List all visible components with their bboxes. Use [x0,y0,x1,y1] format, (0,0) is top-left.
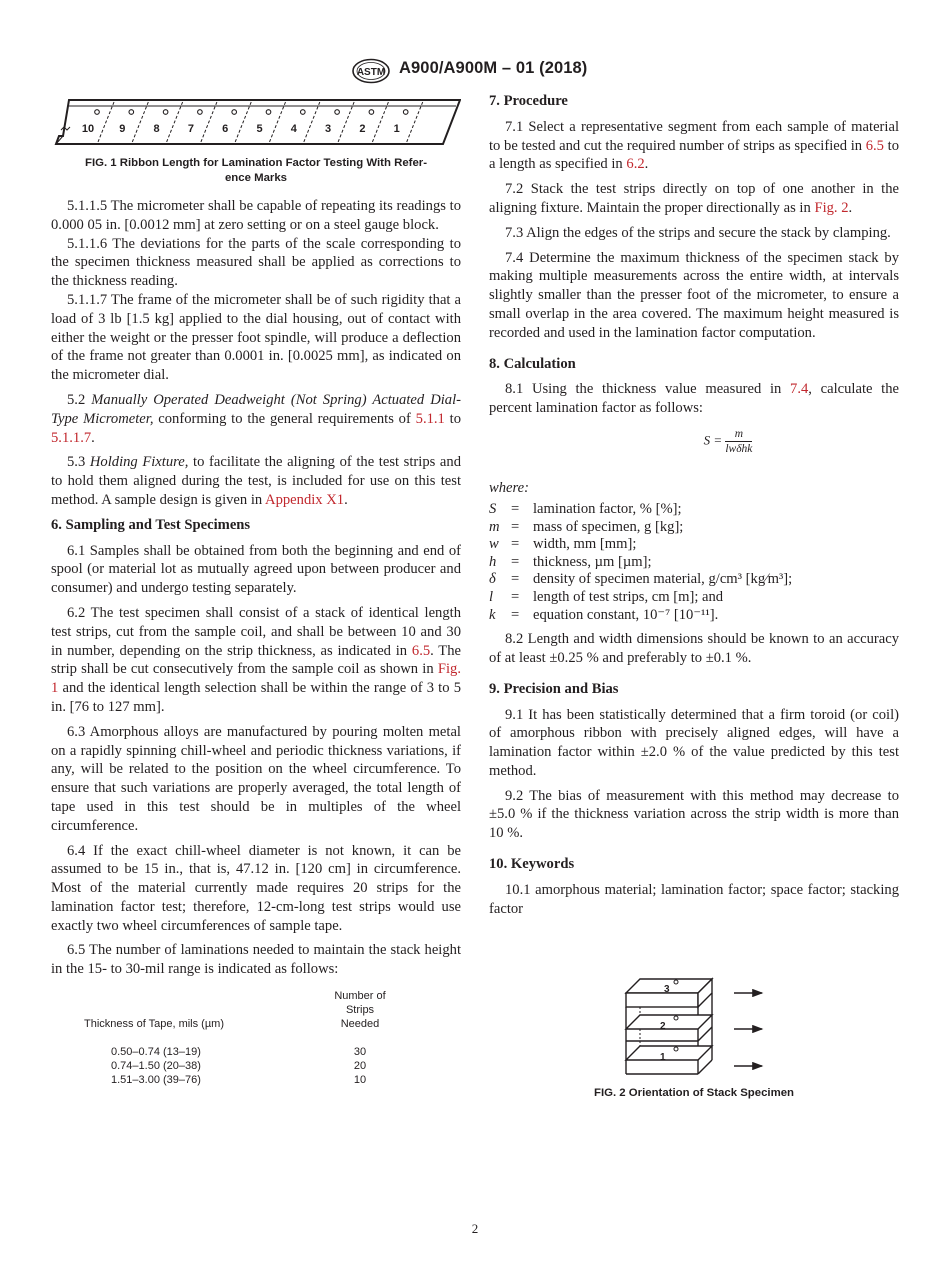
para-7-1-text-a: 7.1 Select a representative segment from each sample of material to be tested and cut the required number of strips as specified in [489,118,899,154]
fig1-caption [63,156,449,185]
definition-symbol: l [489,588,494,605]
para-6-2-text-c: and the identical length selection shall be within the range of 3 to 5 in. [76 to 127 mm]. [51,680,461,715]
definition-row: m = mass of specimen, g [kg]; [489,518,684,535]
where-label: where: [489,479,529,496]
fig1-mark-number: 7 [187,123,194,135]
formula-denominator: lwδhk [725,442,753,455]
para-8-1-text-b: , calculate the percent lamination factor as follows: [489,381,900,417]
para-9-2: 9.2 The bias of measurement with this method may decrease to ±5.0 % if the thickness variation across the strip width is more than 10 %. [489,787,899,842]
definition-row: δ = density of specimen material, g/cm³ [kg⁄m³]; [489,571,793,588]
para-5-2-text: conforming to the general requirements of [158,410,411,427]
para-6-2-text-b: . The strip shall be cut consecutively from the sample coil as shown in [51,642,461,678]
fig1-mark-number: 9 [119,123,126,135]
fig1-mark-number: 10 [81,123,95,135]
definition-symbol: k [489,606,496,623]
definition-text: length of test strips, cm [m]; and [533,588,724,605]
definition-row: S = lamination factor, % [%]; [489,500,682,517]
link-5-1-1-7[interactable]: 5.1.1.7 [51,429,92,446]
para-5-3-text: to facilitate the aligning of the test strips and to hold them aligned during the test, is included for use on this test method. A sample design is given in [51,454,462,508]
para-6-5: 6.5 The number of laminations needed to maintain the stack height in the 15- to 30-mil range is indicated as follows: [51,942,461,978]
formula-fraction [725,428,752,455]
link-6-5[interactable]: 6.5 [411,642,431,659]
definition-symbol: δ [489,571,496,588]
para-5-1-1-6: 5.1.1.6 The deviations for the parts of the scale corresponding to the specimen thickness measured shall be applied as corrections to the thickness reading. [51,235,461,290]
para-7-2 [489,180,899,218]
section-8-heading: 8. Calculation [489,355,576,372]
para-6-2-text-a: 6.2 The test specimen shall consist of a stack of identical length test strips, cut from the sample coil, and shall be between 10 and 30 in number, depending on the strip thickness, as indicated in [51,604,461,659]
fig2-stack-diagram [600,971,770,1079]
definition-text: lamination factor, % [%]; [533,500,682,517]
para-7-1 [489,118,899,174]
para-5-2-end: . [91,429,95,446]
para-6-3: 6.3 Amorphous alloys are manufactured by pouring molten metal on a rapidly spinning chill-wheel and periodic thickness variations, if any, will be related to the position on the wheel circumference. To ensure that such variations are properly averaged, the total length of tape used in this test should be in multiples of the wheel circumference. [51,723,461,834]
definition-symbol: S [489,500,497,517]
para-5-1-1-7: 5.1.1.7 The frame of the micrometer shall be of such rigidity that a load of 3 lb [1.5 kg] applied to the dial housing, out of contact with either the weight or the presser foot spindle, will produce a deflection of the frame not greater than 0.0001 in. [0.0025 mm], as indicated on the micrometer dial. [51,291,461,384]
link-5-1-1[interactable]: 5.1.1 [415,410,445,427]
para-5-2-number: 5.2 [67,391,86,408]
right-column [489,92,899,924]
fig1-mark-number: 2 [359,123,366,135]
section-10-heading: 10. Keywords [489,856,575,873]
para-8-1-text-a: 8.1 Using the thickness value measured in [505,381,782,398]
fig1-caption-line1: FIG. 1 Ribbon Length for Lamination Factor Testing With Refer- [84,157,428,169]
para-5-1-1-5: 5.1.1.5 The micrometer shall be capable of repeating its readings to 0.000 05 in. [0.0012 mm] at zero setting or on a steel gauge block. [51,198,461,233]
lamination-factor-formula [557,428,899,464]
table-cell-thickness: 1.51–3.00 (39–76) [111,1074,201,1087]
table-header-thickness: Thickness of Tape, mils (µm) [84,1018,225,1031]
fig2-layer-label: 3 [664,984,670,995]
definition-text: equation constant, 10⁻⁷ [10⁻¹¹]. [533,606,719,623]
para-6-4: 6.4 If the exact chill-wheel diameter is not known, it can be assumed to be 15 in., that is, 47.12 in. [120 cm] in circumference. Most of the material currently made requires 20 strips for the lamination factor test; therefore, 12-cm-long test strips would use exactly two wheel circumferences of sample tape. [51,842,461,934]
definition-text: mass of specimen, g [kg]; [533,518,684,535]
fig2-caption: FIG. 2 Orientation of Stack Specimen [593,1087,794,1099]
para-5-2-title: Manually Operated Deadweight (Not Spring) Actuated Dial-Type Micrometer, [51,391,461,427]
section-9-heading: 9. Precision and Bias [489,680,619,697]
para-7-2-end: . [848,199,853,216]
fig1-mark-number: 8 [153,123,160,135]
para-6-2 [51,604,461,717]
para-8-2: 8.2 Length and width dimensions should be known to an accuracy of at least ±0.25 % and preferably to ±0.1 %. [489,631,899,666]
table-row [51,1045,461,1059]
definition-text: density of specimen material, g/cm³ [kg⁄m³]; [533,571,793,588]
link-6-5[interactable]: 6.5 [865,137,884,154]
section-7-heading: 7. Procedure [489,93,568,109]
table-cell-strips: 10 [353,1074,367,1087]
fig1-mark-number: 5 [256,123,263,135]
definition-row: h = thickness, µm [µm]; [489,553,652,570]
table-header-strips [329,989,461,1031]
astm-logo [351,58,391,84]
para-7-4: 7.4 Determine the maximum thickness of the specimen stack by making multiple measurements across the entire width, at intervals slightly smaller than the presser foot of the micrometer, to ensure a small overlap in the area covered. The maximum height measured is recorded and used in the lamination factor computation. [489,249,899,341]
strip-count-table [51,989,461,1087]
table-cell-thickness: 0.74–1.50 (20–38) [111,1060,201,1073]
table-cell-strips: 30 [353,1046,367,1059]
variable-definitions [489,501,899,624]
logo-text: ASTM [356,67,386,78]
fig1-mark-number: 6 [222,123,229,135]
left-column [51,92,461,1087]
formula-lhs: S = [703,432,723,448]
definition-symbol: w [489,536,499,553]
formula-numerator: m [725,428,752,442]
definition-text: width, mm [mm]; [533,536,637,553]
fig1-mark-number: 1 [393,123,400,135]
para-5-2-to: to [449,410,461,427]
link-fig-1[interactable]: Fig. 1 [51,661,461,697]
link-fig-2[interactable]: Fig. 2 [814,199,849,216]
page-number: 2 [471,1221,479,1236]
para-7-3: 7.3 Align the edges of the strips and secure the stack by clamping. [505,224,891,241]
para-5-3-title: Holding Fixture, [89,454,189,471]
document-id: A900/A900M – 01 (2018) [399,59,588,77]
definition-text: thickness, µm [µm]; [533,553,652,570]
definition-row: l = length of test strips, cm [m]; and [489,588,724,605]
para-6-1: 6.1 Samples shall be obtained from both the beginning and end of spool (or material lot as mutually agreed upon between producer and consumer) and undergo testing separately. [51,542,461,597]
table-cell-strips: 20 [353,1060,367,1073]
table-header-strips-line1: Number of [334,990,386,1003]
fig2-layer-label: 2 [660,1021,666,1032]
link-6-2[interactable]: 6.2 [626,156,645,173]
link-appendix-x1[interactable]: Appendix X1 [265,491,345,508]
para-7-2-text: 7.2 Stack the test strips directly on top of one another in the aligning fixture. Maintain the proper directionally as in [489,181,899,216]
page-header [0,58,950,82]
definition-symbol: m [489,518,500,535]
section-6-heading: 6. Sampling and Test Specimens [51,516,251,533]
para-7-1-text-b: to a length as specified in [489,137,899,173]
para-8-1 [489,380,899,418]
definition-row: w = width, mm [mm]; [489,536,637,553]
fig1-mark-number: 3 [325,123,332,135]
fig1-caption-line2: ence Marks [224,171,288,184]
fig1-ribbon-diagram [51,92,461,152]
table-header-row [51,989,461,1031]
definition-row: k = equation constant, 10⁻⁷ [10⁻¹¹]. [489,606,719,623]
para-5-3 [51,453,461,509]
para-5-3-number: 5.3 [67,454,86,471]
table-row [51,1059,461,1073]
table-row [51,1073,461,1087]
table-cell-thickness: 0.50–0.74 (13–19) [111,1046,201,1059]
definition-symbol: h [489,553,497,570]
para-5-2 [51,391,461,447]
para-7-1-end: . [644,156,649,173]
table-header-strips-line2: Strips Needed [340,1004,380,1031]
para-9-1: 9.1 It has been statistically determined that a firm toroid (or coil) of amorphous ribbon with precisely aligned edges, will have a lamination factor within ±2.0 % of the value predicted by this test method. [489,706,899,779]
para-10-1: 10.1 amorphous material; lamination factor; space factor; stacking factor [489,881,899,917]
link-7-4[interactable]: 7.4 [790,381,809,398]
para-5-3-end: . [344,491,348,508]
fig2-layer-label: 1 [660,1052,666,1063]
fig1-mark-number: 4 [290,123,297,135]
